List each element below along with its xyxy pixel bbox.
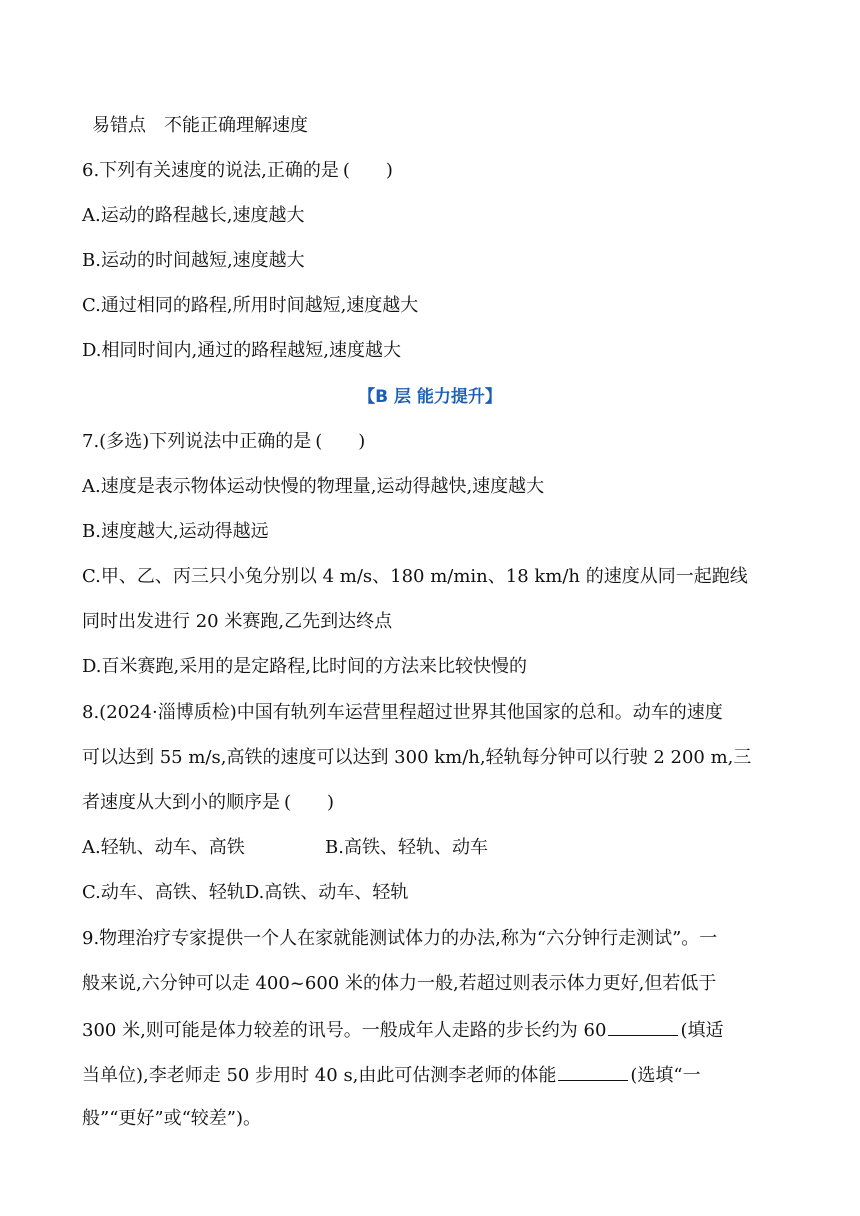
question-9-line-2: 般来说,六分钟可以走 400~600 米的体力一般,若超过则表示体力更好,但若低于	[82, 973, 717, 994]
question-7-option-d[interactable]: D.百米赛跑,采用的是定路程,比时间的方法来比较快慢的	[82, 656, 527, 677]
question-8-line-1: 8.(2024·淄博质检)中国有轨列车运营里程超过世界其他国家的总和。动车的速度	[82, 702, 723, 723]
question-9-line-5: 般”“更好”或“较差”)。	[82, 1108, 262, 1129]
question-9-line-1: 9.物理治疗专家提供一个人在家就能测试体力的办法,称为“六分钟行走测试”。一	[82, 928, 718, 949]
question-8-line-2: 可以达到 55 m/s,高铁的速度可以达到 300 km/h,轻轨每分钟可以行驶 2 200 m,三	[82, 747, 752, 768]
question-9-text: (填适	[680, 1020, 724, 1041]
question-7-option-a[interactable]: A.速度是表示物体运动快慢的物理量,运动得越快,速度越大	[82, 476, 545, 497]
question-9-line-3	[82, 1017, 782, 1043]
question-6-text: 6.下列有关速度的说法,正确的是	[82, 160, 339, 181]
question-8-line-3	[82, 791, 782, 815]
question-9-text: (选填“一	[630, 1065, 701, 1086]
answer-bracket[interactable]: ( )	[283, 792, 335, 813]
question-6-option-c[interactable]: C.通过相同的路程,所用时间越短,速度越大	[82, 295, 419, 316]
question-6-option-b[interactable]: B.运动的时间越短,速度越大	[82, 250, 305, 271]
question-9-line-4	[82, 1062, 782, 1088]
question-9-text: 300 米,则可能是体力较差的讯号。一般成年人走路的步长约为 60	[82, 1020, 607, 1041]
question-7-option-c[interactable]: C.甲、乙、丙三只小兔分别以 4 m/s、180 m/min、18 km/h 的速度从同一起跑线	[82, 566, 748, 587]
question-7-text: 7.(多选)下列说法中正确的是	[82, 431, 312, 452]
question-7-option-b[interactable]: B.速度越大,运动得越远	[82, 521, 269, 542]
section-heading-b: 【B 层 能力提升】	[358, 387, 502, 407]
question-8-options-ab	[82, 836, 782, 860]
question-9-text: 当单位),李老师走 50 步用时 40 s,由此可估测李老师的体能	[82, 1065, 557, 1086]
error-point-label: 易错点	[92, 115, 146, 136]
question-6-option-a[interactable]: A.运动的路程越长,速度越大	[82, 205, 305, 226]
question-8-options-cd[interactable]: C.动车、高铁、轻轨D.高铁、动车、轻轨	[82, 882, 409, 903]
question-6-option-d[interactable]: D.相同时间内,通过的路程越短,速度越大	[82, 340, 401, 361]
question-8-text: 者速度从大到小的顺序是	[82, 792, 280, 813]
fill-blank-fitness[interactable]	[558, 1062, 628, 1081]
answer-bracket[interactable]: ( )	[315, 431, 366, 452]
question-8-option-b[interactable]: B.高铁、轻轨、动车	[325, 837, 488, 858]
question-8-option-a[interactable]: A.轻轨、动车、高铁	[82, 837, 245, 858]
error-point-heading	[92, 114, 792, 138]
error-point-title: 不能正确理解速度	[164, 115, 308, 136]
question-7-stem	[82, 430, 782, 454]
question-7-option-c-continued: 同时出发进行 20 米赛跑,乙先到达终点	[82, 611, 393, 632]
fill-blank-unit[interactable]	[608, 1017, 678, 1036]
answer-bracket[interactable]: ( )	[342, 160, 393, 181]
question-6-stem	[82, 159, 782, 183]
